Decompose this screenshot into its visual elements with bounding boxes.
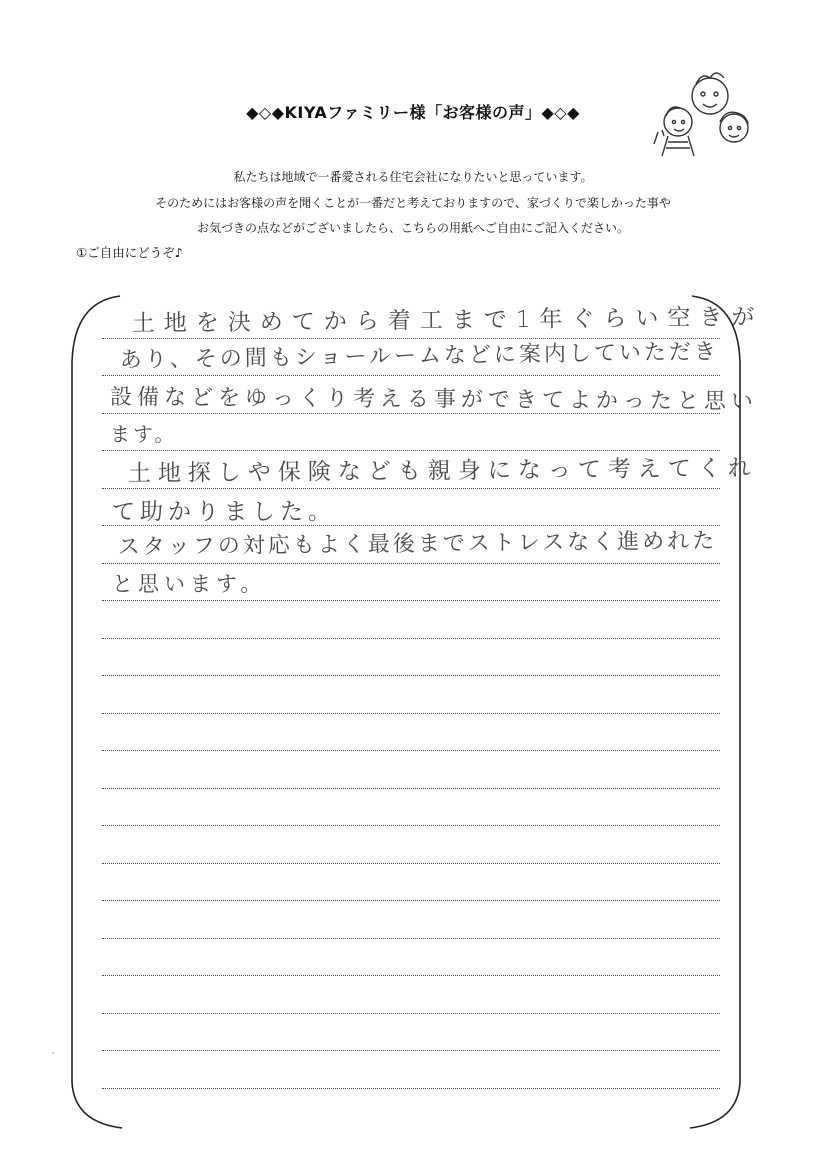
page-title: ◆◇◆KIYAファミリー様「お客様の声」◆◇◆ <box>246 103 580 122</box>
handwritten-line: と思います。 <box>112 572 267 596</box>
ruled-line <box>102 975 720 976</box>
ruled-line <box>102 488 720 489</box>
ruled-line <box>102 675 720 676</box>
ruled-line <box>102 938 720 939</box>
ruled-line <box>102 900 720 901</box>
family-faces-illustration <box>648 72 758 162</box>
ruled-line <box>102 563 720 564</box>
ruled-line <box>102 1088 720 1089</box>
ruled-line <box>102 638 720 639</box>
ruled-line <box>102 750 720 751</box>
intro-line-1: 私たちは地域で一番愛される住宅会社になりたいと思っています。 <box>233 170 593 184</box>
intro-line-3: お気づきの点などがございましたら、こちらの用紙へご自由にご記入ください。 <box>196 221 629 235</box>
handwritten-line: ます。 <box>110 422 178 446</box>
handwritten-line: あり、その間もショールームなどに案内していただき <box>119 339 720 374</box>
ruled-line <box>102 1013 720 1014</box>
ruled-line <box>102 375 720 376</box>
ruled-line <box>102 788 720 789</box>
ruled-line <box>102 863 720 864</box>
ruled-line <box>102 713 720 714</box>
free-comment-prompt: ①ご自由にどうぞ♪ <box>76 245 183 260</box>
handwritten-line: 設備などをゆっくり考える事ができてよかったと思い <box>110 385 758 415</box>
handwritten-line: て助かりました。 <box>112 499 336 525</box>
ruled-line <box>102 600 720 601</box>
handwritten-line: 土地を決めてから着工まで1年ぐらい空きが <box>131 304 764 338</box>
handwritten-line: 土地探しや保険なども親身になって考えてくれ <box>127 455 758 488</box>
handwritten-line: スタッフの対応もよく最後までストレスなく進めれた <box>117 528 718 561</box>
stray-mark <box>52 1052 54 1054</box>
intro-line-2: そのためにはお客様の声を聞くことが一番だと考えておりますので、家づくりで楽しかった事や <box>155 196 671 210</box>
ruled-line <box>102 1050 720 1051</box>
ruled-line <box>102 825 720 826</box>
